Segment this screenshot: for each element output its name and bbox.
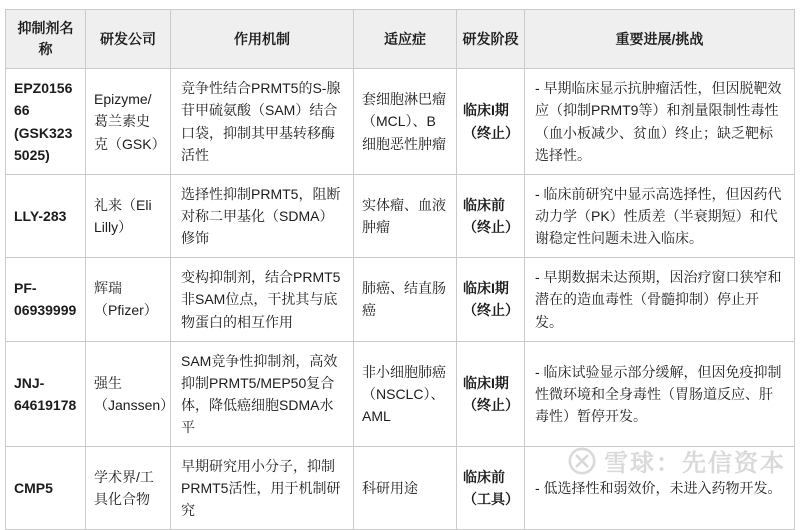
cell-stage: 临床I期（终止）: [457, 341, 525, 446]
cell-indication: 实体瘤、血液肿瘤: [354, 175, 457, 258]
cell-mechanism: 选择性抑制PRMT5，阻断对称二甲基化（SDMA）修饰: [171, 175, 354, 258]
cell-progress: - 早期临床显示抗肿瘤活性，但因脱靶效应（抑制PRMT9等）和剂量限制性毒性（血小板减少、贫血）终止；缺乏靶标选择性。: [525, 69, 795, 175]
column-header-company: 研发公司: [86, 10, 171, 69]
table-row: [6, 258, 795, 341]
cell-inhibitor-name: EPZ015666 (GSK3235025): [6, 69, 86, 175]
xueqiu-watermark: [567, 443, 786, 478]
cell-mechanism: SAM竞争性抑制剂，高效抑制PRMT5/MEP50复合体，降低癌细胞SDMA水平: [171, 341, 354, 446]
cell-inhibitor-name: PF-06939999: [6, 258, 86, 341]
cell-progress: - 临床前研究中显示高选择性，但因药代动力学（PK）性质差（半衰期短）和代谢稳定性问题未进入临床。: [525, 175, 795, 258]
cell-indication: 科研用途: [354, 447, 457, 530]
cell-indication: 肺癌、结直肠癌: [354, 258, 457, 341]
cell-company: 辉瑞（Pfizer）: [86, 258, 171, 341]
cell-progress: - 低选择性和弱效价，未进入药物开发。: [525, 447, 795, 530]
cell-indication: 套细胞淋巴瘤（MCL）、B细胞恶性肿瘤: [354, 69, 457, 175]
cell-stage: 临床I期（终止）: [457, 258, 525, 341]
cell-stage: 临床前（工具）: [457, 447, 525, 530]
cell-company: 强生（Janssen）: [86, 341, 171, 446]
cell-stage: 临床I期（终止）: [457, 69, 525, 175]
cell-inhibitor-name: CMP5: [6, 447, 86, 530]
cell-company: Epizyme/葛兰素史克（GSK）: [86, 69, 171, 175]
table-row: [6, 341, 795, 446]
column-header-mechanism: 作用机制: [171, 10, 354, 69]
table-row: [6, 175, 795, 258]
column-header-inhibitor-name: 抑制剂名称: [6, 10, 86, 69]
xueqiu-logo-icon: [567, 446, 597, 476]
cell-progress: - 临床试验显示部分缓解，但因免疫抑制性微环境和全身毒性（胃肠道反应、肝毒性）暂停开发。: [525, 341, 795, 446]
cell-mechanism: 变构抑制剂，结合PRMT5非SAM位点，干扰其与底物蛋白的相互作用: [171, 258, 354, 341]
table-row: [6, 69, 795, 175]
column-header-progress: 重要进展/挑战: [525, 10, 795, 69]
cell-company: 礼来（Eli Lilly）: [86, 175, 171, 258]
cell-progress: - 早期数据未达预期，因治疗窗口狭窄和潜在的造血毒性（骨髓抑制）停止开发。: [525, 258, 795, 341]
cell-indication: 非小细胞肺癌（NSCLC）、AML: [354, 341, 457, 446]
column-header-indication: 适应症: [354, 10, 457, 69]
cell-mechanism: 早期研究用小分子，抑制PRMT5活性，用于机制研究: [171, 447, 354, 530]
cell-inhibitor-name: LLY-283: [6, 175, 86, 258]
cell-stage: 临床前（终止）: [457, 175, 525, 258]
cell-mechanism: 竞争性结合PRMT5的S-腺苷甲硫氨酸（SAM）结合口袋，抑制其甲基转移酶活性: [171, 69, 354, 175]
cell-inhibitor-name: JNJ-64619178: [6, 341, 86, 446]
watermark-text: 雪球：先信资本: [604, 450, 786, 477]
cell-company: 学术界/工具化合物: [86, 447, 171, 530]
table-header-row: [6, 10, 795, 69]
column-header-stage: 研发阶段: [457, 10, 525, 69]
